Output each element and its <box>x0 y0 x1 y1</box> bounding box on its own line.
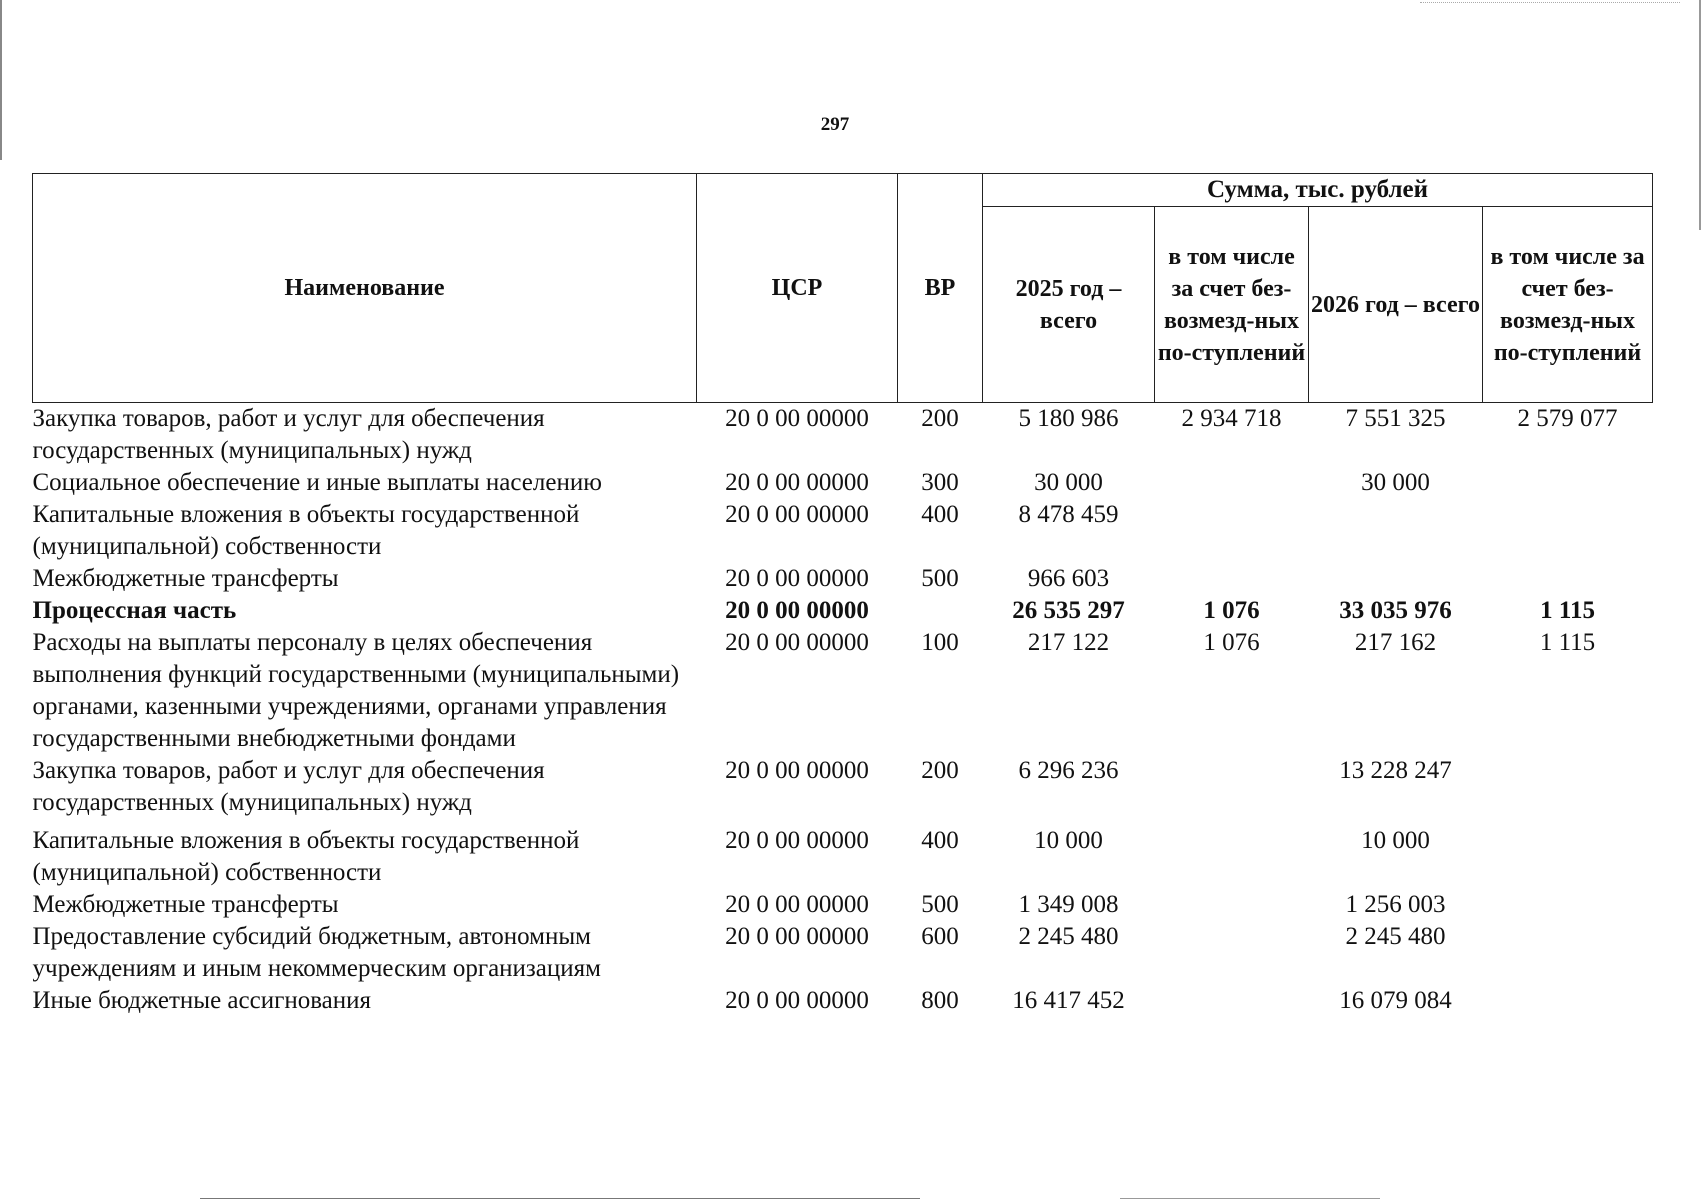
table-row <box>33 985 1653 1017</box>
row-name: Закупка товаров, работ и услуг для обеспечения государственных (муниципальных) нужд <box>32 757 545 816</box>
row-2026-free <box>1483 755 1653 819</box>
row-name: Капитальные вложения в объекты государственной (муниципальной) собственности <box>32 827 580 886</box>
row-2025-total: 30 000 <box>1034 469 1103 496</box>
row-csr: 20 0 00 00000 <box>725 501 869 528</box>
header-2025-free: в том числе за счет без-возмезд-ных по-ступлений <box>1155 207 1309 403</box>
row-csr: 20 0 00 00000 <box>725 629 869 656</box>
header-sum-group: Сумма, тыс. рублей <box>983 174 1653 207</box>
table-row <box>33 819 1653 889</box>
table-row <box>33 889 1653 921</box>
row-vr: 400 <box>921 827 959 854</box>
budget-table <box>32 173 1653 1017</box>
row-vr <box>898 595 983 627</box>
row-2025-free: 2 934 718 <box>1181 405 1282 432</box>
scan-edge-left <box>0 0 2 160</box>
row-name: Межбюджетные трансферты <box>32 891 339 918</box>
row-2026-total <box>1309 563 1483 595</box>
row-2026-total: 10 000 <box>1361 827 1430 854</box>
row-name: Иные бюджетные ассигнования <box>32 987 372 1014</box>
row-2026-total <box>1309 499 1483 563</box>
row-2025-free: 1 076 <box>1203 629 1260 656</box>
row-csr: 20 0 00 00000 <box>725 597 869 624</box>
row-2026-total: 33 035 976 <box>1339 597 1452 624</box>
row-2026-free <box>1483 467 1653 499</box>
table-row <box>33 467 1653 499</box>
row-2026-free <box>1483 921 1653 985</box>
row-vr: 800 <box>921 987 959 1014</box>
table-row <box>33 403 1653 468</box>
row-2025-total: 26 535 297 <box>1012 597 1125 624</box>
row-2026-total: 30 000 <box>1361 469 1430 496</box>
table-row <box>33 499 1653 563</box>
row-2025-free: 1 076 <box>1203 597 1260 624</box>
row-2025-total: 10 000 <box>1034 827 1103 854</box>
row-2025-free <box>1155 563 1309 595</box>
row-2025-free <box>1155 755 1309 819</box>
row-2026-free <box>1483 819 1653 889</box>
row-vr: 400 <box>921 501 959 528</box>
row-name: Межбюджетные трансферты <box>32 565 339 592</box>
row-2026-free: 1 115 <box>1540 597 1595 624</box>
row-vr: 600 <box>921 923 959 950</box>
row-2025-total: 5 180 986 <box>1018 405 1119 432</box>
row-2026-free <box>1483 985 1653 1017</box>
row-csr: 20 0 00 00000 <box>725 827 869 854</box>
row-2025-total: 16 417 452 <box>1012 987 1125 1014</box>
scan-artifact-bottom <box>200 1198 920 1199</box>
row-2026-total: 7 551 325 <box>1345 405 1446 432</box>
scan-artifact-bottom-2 <box>1120 1198 1380 1199</box>
row-csr: 20 0 00 00000 <box>725 469 869 496</box>
row-2025-free <box>1155 921 1309 985</box>
row-name: Закупка товаров, работ и услуг для обеспечения государственных (муниципальных) нужд <box>32 405 545 464</box>
row-2026-free <box>1483 563 1653 595</box>
row-csr: 20 0 00 00000 <box>725 565 869 592</box>
row-2026-total: 2 245 480 <box>1345 923 1446 950</box>
row-vr: 100 <box>921 629 959 656</box>
row-2026-total: 16 079 084 <box>1339 987 1452 1014</box>
row-2025-free <box>1155 819 1309 889</box>
row-name: Социальное обеспечение и иные выплаты населению <box>32 469 602 496</box>
row-csr: 20 0 00 00000 <box>725 891 869 918</box>
header-csr: ЦСР <box>697 174 898 403</box>
table-row-subtotal <box>33 595 1653 627</box>
table-row <box>33 563 1653 595</box>
header-vr: ВР <box>898 174 983 403</box>
row-2025-free <box>1155 985 1309 1017</box>
row-2025-total: 217 122 <box>1027 629 1110 656</box>
row-2026-free <box>1483 889 1653 921</box>
header-2026-free: в том числе за счет без-возмезд-ных по-ступлений <box>1483 207 1653 403</box>
row-2025-free <box>1155 499 1309 563</box>
scan-edge-right <box>1699 0 1701 230</box>
row-vr: 500 <box>921 891 959 918</box>
row-name: Расходы на выплаты персоналу в целях обеспечения выполнения функций государственными (муниципальными) органами, казенными учреждениями, органами управления государственными внебюджетными фондами <box>32 629 680 752</box>
row-csr: 20 0 00 00000 <box>725 757 869 784</box>
row-2025-total: 6 296 236 <box>1018 757 1119 784</box>
row-csr: 20 0 00 00000 <box>725 405 869 432</box>
row-2025-total: 8 478 459 <box>1018 501 1119 528</box>
row-2025-total: 2 245 480 <box>1018 923 1119 950</box>
scan-artifact-top <box>1420 2 1680 3</box>
table-row <box>33 627 1653 755</box>
row-2026-free: 1 115 <box>1539 629 1596 656</box>
row-2025-total: 966 603 <box>1027 565 1110 592</box>
row-csr: 20 0 00 00000 <box>725 987 869 1014</box>
row-vr: 200 <box>921 405 959 432</box>
header-2026-total: 2026 год – всего <box>1309 207 1483 403</box>
table-body <box>33 403 1653 1018</box>
row-2025-free <box>1155 889 1309 921</box>
row-2025-total: 1 349 008 <box>1018 891 1119 918</box>
header-name: Наименование <box>33 174 697 403</box>
row-2026-total: 1 256 003 <box>1345 891 1446 918</box>
row-name: Процессная часть <box>32 597 237 624</box>
row-vr: 200 <box>921 757 959 784</box>
row-2026-total: 217 162 <box>1354 629 1437 656</box>
row-2026-free: 2 579 077 <box>1517 405 1618 432</box>
row-2026-total: 13 228 247 <box>1339 757 1452 784</box>
header-2025-total: 2025 год – всего <box>983 207 1155 403</box>
row-name: Предоставление субсидий бюджетным, автономным учреждениям и иным некоммерческим организациям <box>32 923 601 982</box>
row-vr: 500 <box>921 565 959 592</box>
row-csr: 20 0 00 00000 <box>725 923 869 950</box>
table-header <box>33 174 1653 403</box>
table-row <box>33 921 1653 985</box>
row-vr: 300 <box>921 469 959 496</box>
row-2026-free <box>1483 499 1653 563</box>
row-2025-free <box>1155 467 1309 499</box>
page-number: 297 <box>820 114 850 135</box>
table-row <box>33 755 1653 819</box>
row-name: Капитальные вложения в объекты государственной (муниципальной) собственности <box>32 501 580 560</box>
